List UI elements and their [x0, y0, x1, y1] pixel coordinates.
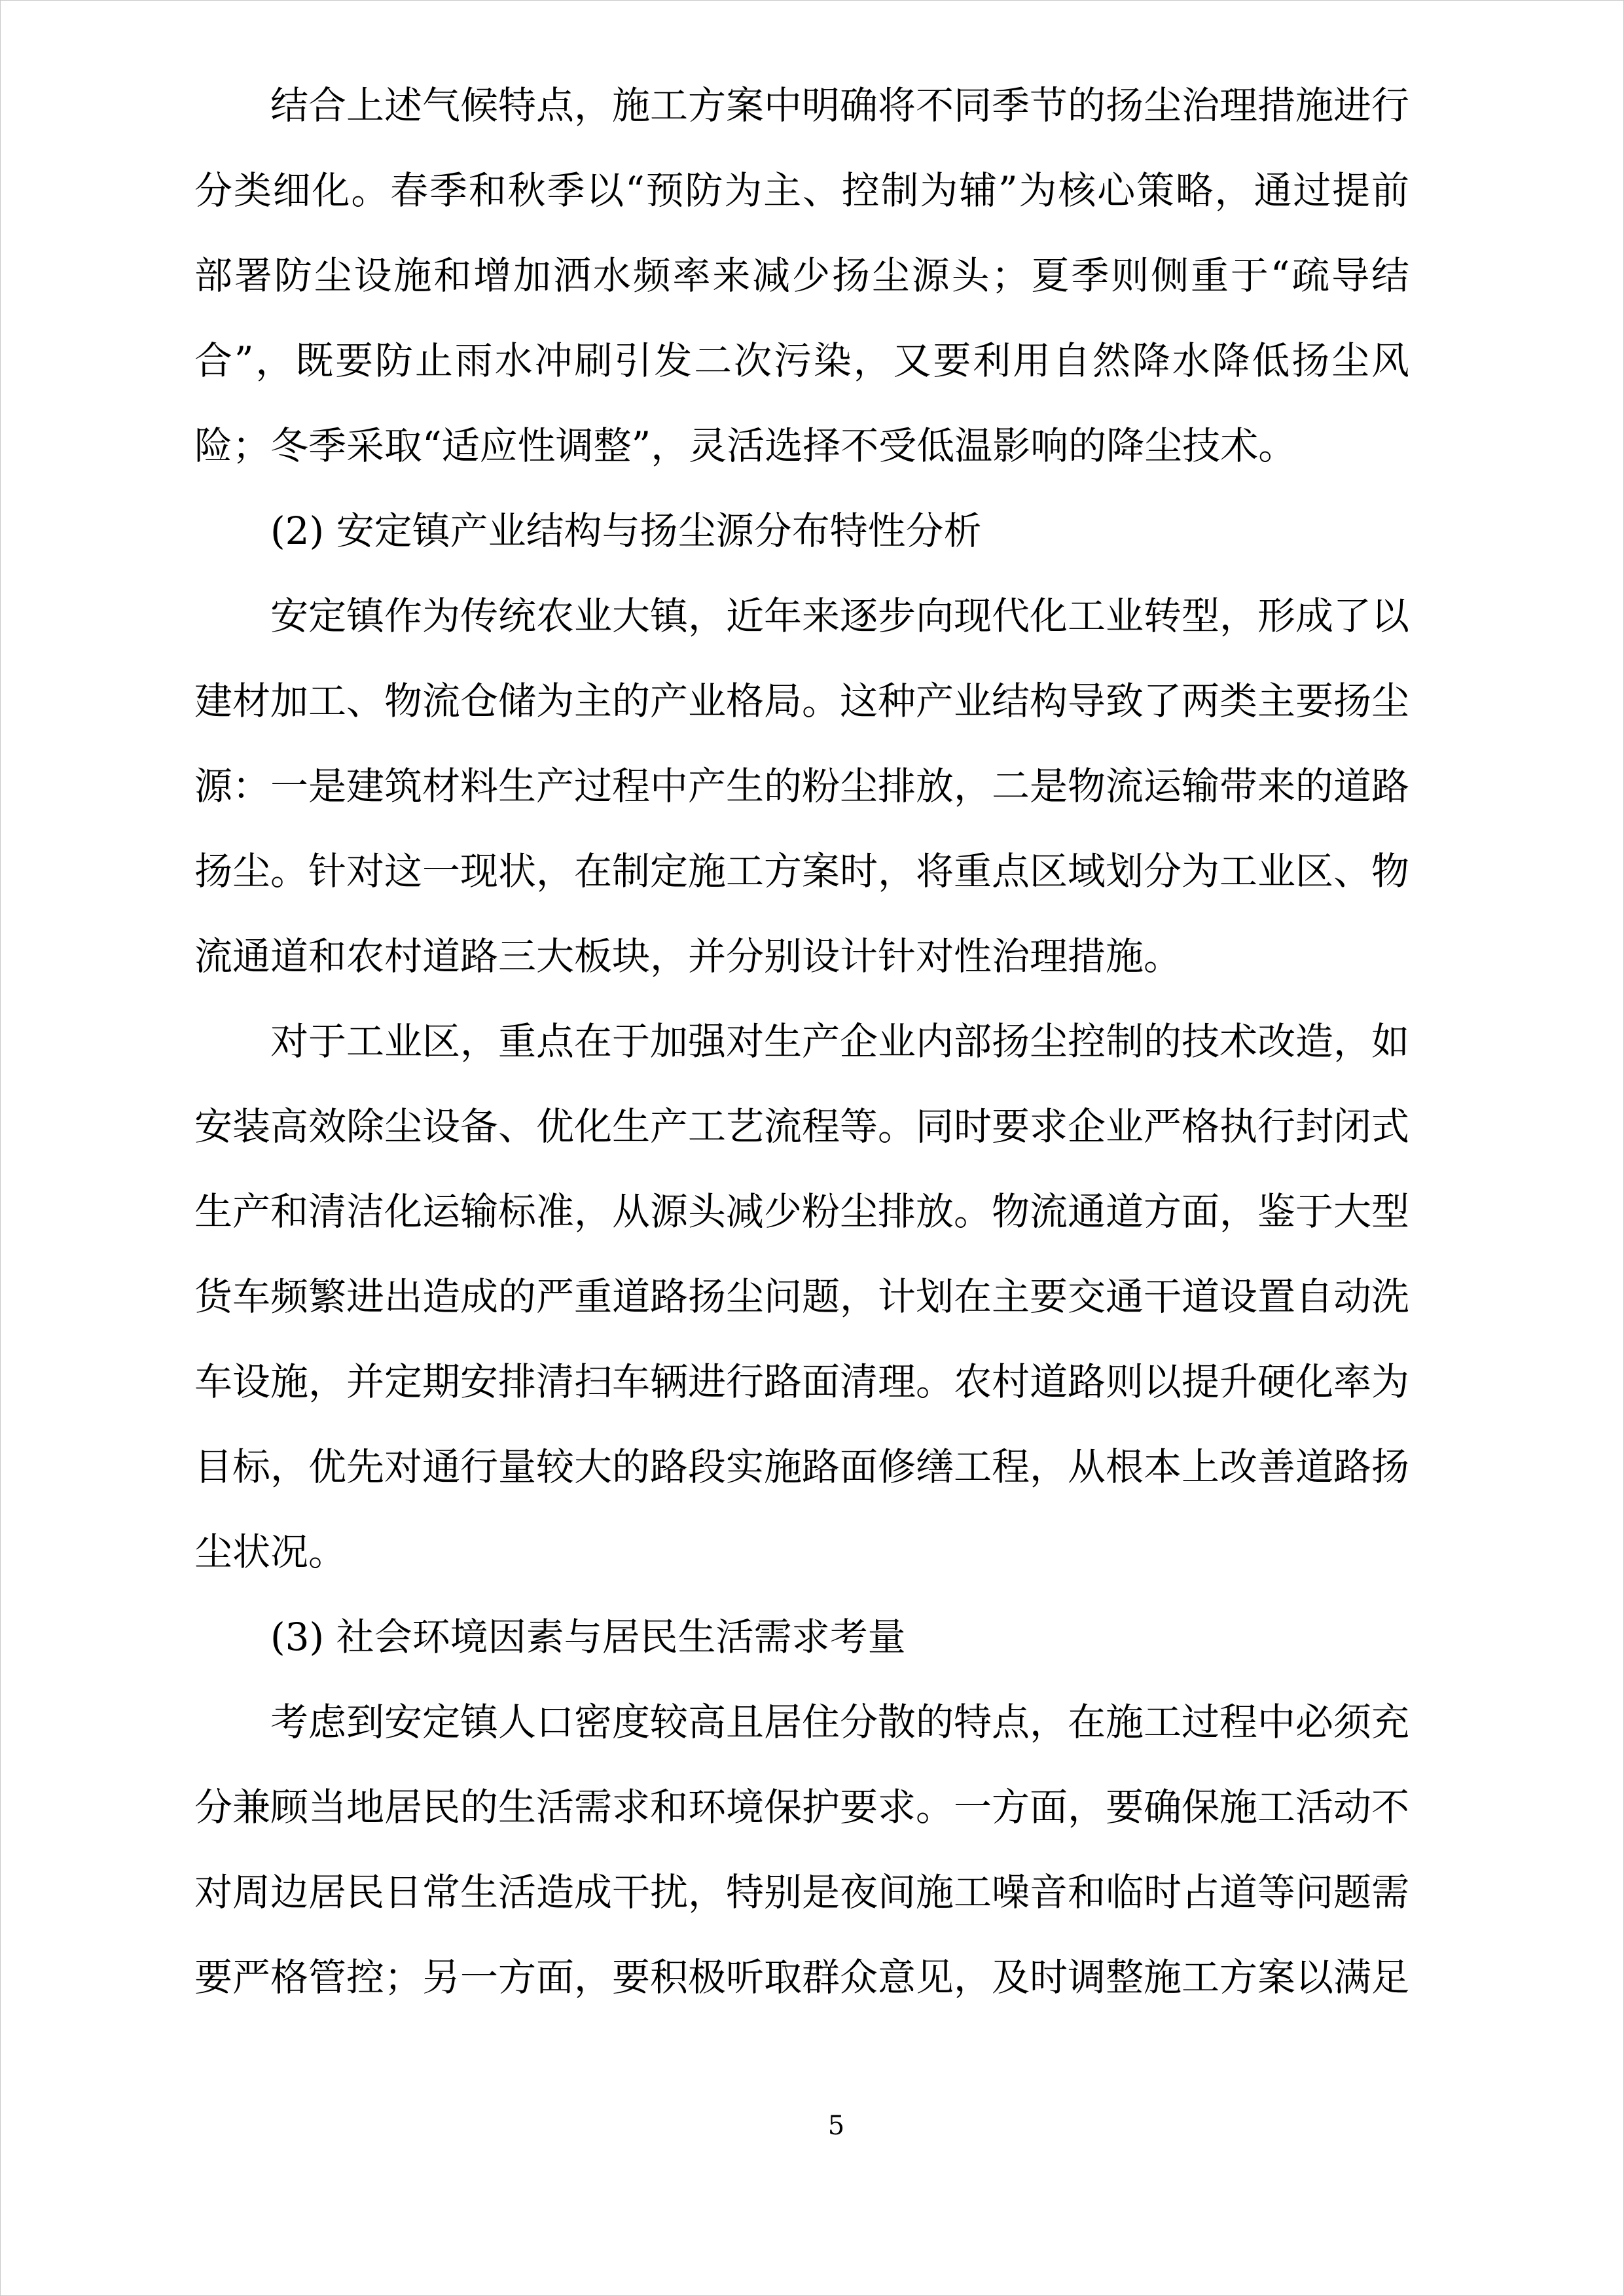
section-heading: (3) 社会环境因素与居民生活需求考量: [270, 1615, 906, 1659]
section-heading: (2) 安定镇产业结构与扬尘源分布特性分析: [270, 509, 982, 553]
document-body: [194, 63, 1409, 2020]
page-footer: [0, 2111, 1624, 2140]
body-paragraph: 结合上述气候特点，施工方案中明确将不同季节的扬尘治理措施进行分类细化。春季和秋季以“预防为主、控制为辅”为核心策略，通过提前部署防尘设施和增加洒水频率来减少扬尘源头；夏季则侧重于“疏导结合”，既要防止雨水冲刷引发二次污染，又要利用自然降水降低扬尘风险；冬季采取“适应性调整”，灵活选择不受低温影响的降尘技术。: [194, 83, 1410, 468]
page-number: 5: [827, 2111, 845, 2141]
body-paragraph: 考虑到安定镇人口密度较高且居住分散的特点，在施工过程中必须充分兼顾当地居民的生活需求和环境保护要求。一方面，要确保施工活动不对周边居民日常生活造成干扰，特别是夜间施工噪音和临时占道等问题需要严格管控；另一方面，要积极听取群众意见，及时调整施工方案以满足: [194, 1700, 1410, 2000]
body-paragraph: 安定镇作为传统农业大镇，近年来逐步向现代化工业转型，形成了以建材加工、物流仓储为主的产业格局。这种产业结构导致了两类主要扬尘源：一是建筑材料生产过程中产生的粉尘排放，二是物流运输带来的道路扬尘。针对这一现状，在制定施工方案时，将重点区域划分为工业区、物流通道和农村道路三大板块，并分别设计针对性治理措施。: [194, 594, 1410, 978]
body-paragraph: 对于工业区，重点在于加强对生产企业内部扬尘控制的技术改造，如安装高效除尘设备、优化生产工艺流程等。同时要求企业严格执行封闭式生产和清洁化运输标准，从源头减少粉尘排放。物流通道方面，鉴于大型货车频繁进出造成的严重道路扬尘问题，计划在主要交通干道设置自动洗车设施，并定期安排清扫车辆进行路面清理。农村道路则以提升硬化率为目标，优先对通行量较大的路段实施路面修缮工程，从根本上改善道路扬尘状况。: [194, 1019, 1410, 1574]
